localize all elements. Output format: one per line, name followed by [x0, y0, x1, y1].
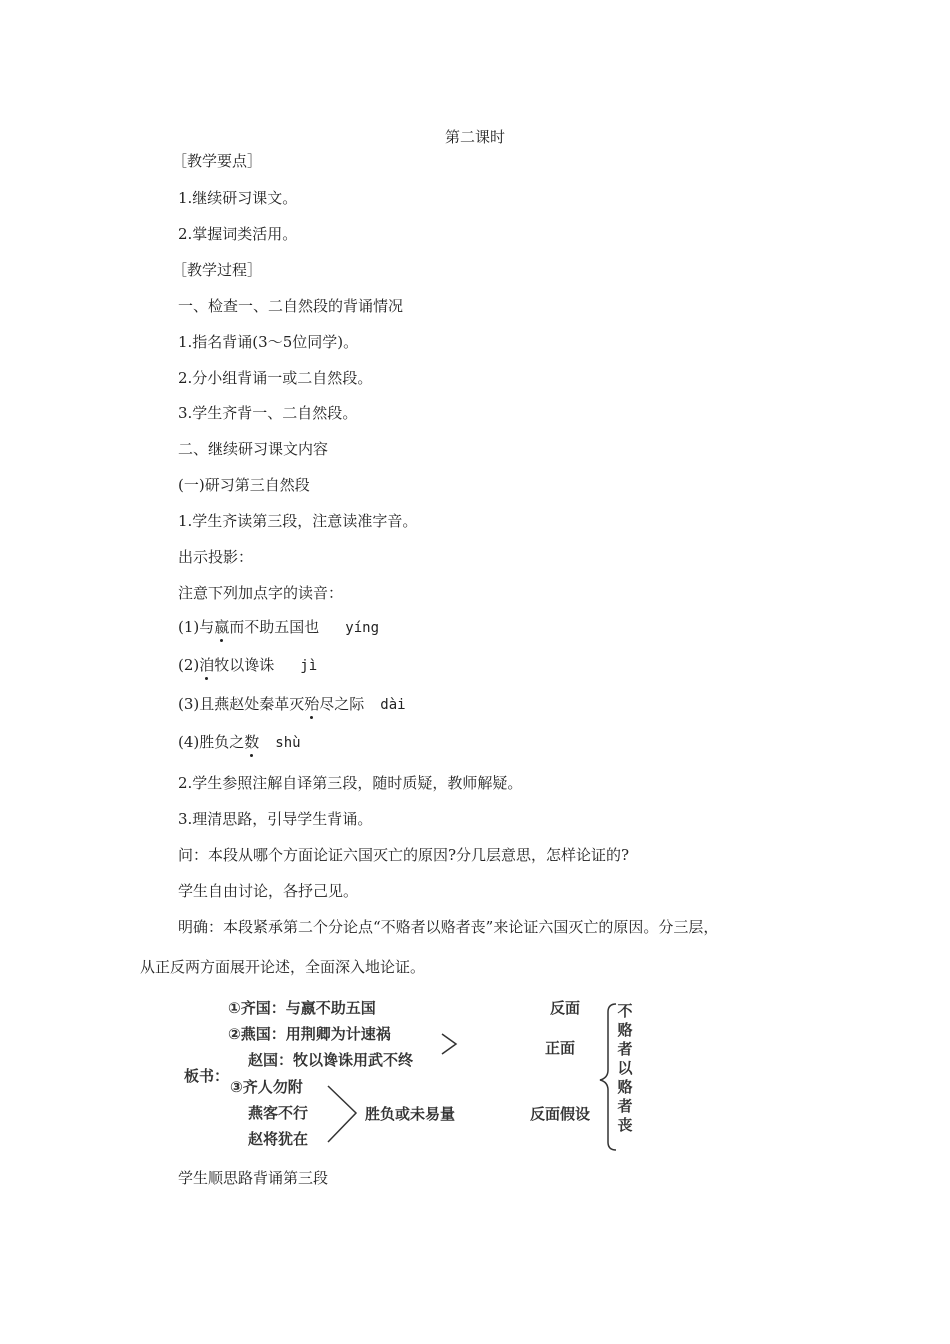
board-category: 反面假设: [530, 1105, 591, 1123]
pronunciation-item: (4)胜负之数 shù: [178, 733, 301, 751]
list-item: 2.分小组背诵一或二自然段。: [178, 369, 373, 387]
pronunciation-item: (2)洎牧以谗诛 jì: [178, 656, 318, 674]
text-line: 注意下列加点字的读音：: [178, 584, 344, 602]
board-row: 赵将犹在: [248, 1130, 309, 1148]
text-line: 学生自由讨论，各抒己见。: [178, 882, 359, 900]
subsection-heading: (一)研习第三自然段: [178, 476, 310, 494]
board-row: ①齐国：与嬴不助五国: [228, 999, 376, 1017]
process-header: ［教学过程］: [172, 261, 263, 279]
board-row: ②燕国：用荆卿为计速祸: [228, 1025, 391, 1043]
closing-text: 学生顺思路背诵第三段: [178, 1169, 329, 1187]
page-title: 第二课时: [444, 128, 505, 146]
board-category: 反面: [550, 999, 581, 1017]
list-item: 3.学生齐背一、二自然段。: [178, 404, 358, 422]
pronunciation-item: (1)与嬴而不助五国也 yíng: [178, 618, 379, 636]
step-text: 3.理清思路，引导学生背诵。: [178, 810, 373, 828]
board-label: 板书：: [184, 1067, 230, 1085]
board-row: ③齐人勿附: [230, 1078, 303, 1096]
board-row: 赵国：牧以谗诛用武不终: [248, 1051, 414, 1069]
board-vertical-text: 不赂者以赂者丧: [617, 1002, 633, 1134]
board-category: 正面: [545, 1039, 576, 1057]
answer-text: 明确：本段紧承第二个分论点“不赂者以赂者丧”来论证六国灭亡的原因。分三层，: [178, 918, 719, 936]
board-conclusion: 胜负或未易量: [365, 1105, 456, 1123]
text-line: 出示投影：: [178, 548, 254, 566]
point-item: 2.掌握词类活用。: [178, 225, 298, 243]
section-heading: 二、继续研习课文内容: [178, 440, 329, 458]
pronunciation-item: (3)且燕赵处秦革灭殆尽之际 dài: [178, 695, 406, 713]
board-row: 燕客不行: [248, 1104, 309, 1122]
step-text: 1.学生齐读第三段，注意读准字音。: [178, 512, 418, 530]
points-header: ［教学要点］: [172, 152, 263, 170]
blackboard-diagram: [180, 992, 640, 1157]
section-heading: 一、检查一、二自然段的背诵情况: [178, 297, 404, 315]
question-text: 问：本段从哪个方面论证六国灭亡的原因?分几层意思，怎样论证的?: [178, 846, 630, 864]
answer-text: 从正反两方面展开论述，全面深入地论证。: [140, 958, 426, 976]
list-item: 1.指名背诵(3～5位同学)。: [178, 333, 359, 351]
point-item: 1.继续研习课文。: [178, 189, 298, 207]
step-text: 2.学生参照注解自译第三段，随时质疑，教师解疑。: [178, 774, 523, 792]
